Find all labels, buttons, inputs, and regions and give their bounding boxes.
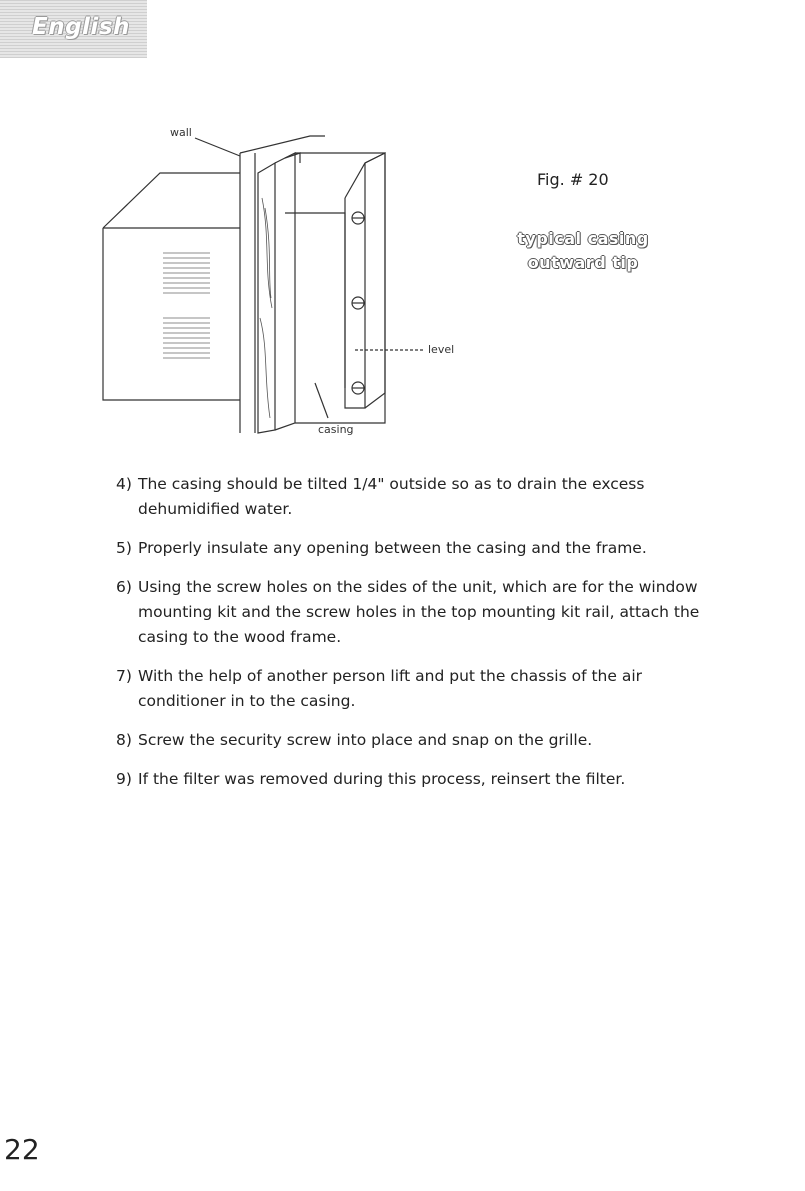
step-text: The casing should be tilted 1/4" outside so as to drain the excess dehumidified water. bbox=[138, 475, 645, 518]
casing-leader bbox=[315, 383, 328, 418]
vent-grille-lower bbox=[163, 318, 210, 358]
wood-frame-side bbox=[275, 153, 295, 430]
wall-label: wall bbox=[170, 126, 192, 139]
step-text: Using the screw holes on the sides of the unit, which are for the window mounting kit and the screw holes in the top mounting kit rail, attach the casing to the wood frame. bbox=[138, 578, 700, 646]
figure-number: Fig. # 20 bbox=[537, 170, 609, 189]
step-text: Properly insulate any opening between the casing and the frame. bbox=[138, 539, 647, 557]
step-item bbox=[116, 472, 716, 522]
language-tab-label: English bbox=[32, 14, 130, 40]
page-number: 22 bbox=[4, 1133, 40, 1166]
step-item bbox=[116, 767, 716, 792]
casing-illustration bbox=[100, 118, 480, 438]
step-item bbox=[116, 575, 716, 650]
step-number: 9) bbox=[116, 770, 132, 788]
step-number: 5) bbox=[116, 539, 132, 557]
step-item bbox=[116, 536, 716, 561]
screw-hole bbox=[352, 297, 364, 309]
wood-grain bbox=[260, 198, 272, 418]
step-text: If the filter was removed during this process, reinsert the filter. bbox=[138, 770, 626, 788]
wood-frame-front bbox=[258, 163, 275, 433]
figure-caption bbox=[508, 227, 658, 275]
caption-line: typical casing bbox=[517, 229, 649, 248]
caption-line: outward tip bbox=[527, 253, 639, 272]
step-number: 6) bbox=[116, 578, 132, 596]
screw-hole bbox=[352, 382, 364, 394]
step-number: 7) bbox=[116, 667, 132, 685]
casing-inner bbox=[285, 213, 345, 388]
wall-leader bbox=[195, 138, 240, 156]
vent-grille-upper bbox=[163, 253, 210, 293]
casing-label: casing bbox=[318, 423, 354, 436]
casing-outline bbox=[295, 153, 385, 423]
wall-top bbox=[240, 136, 325, 153]
screw-hole bbox=[352, 212, 364, 224]
step-text: Screw the security screw into place and snap on the grille. bbox=[138, 731, 593, 749]
step-text: With the help of another person lift and put the chassis of the air conditioner in to the casing. bbox=[138, 667, 643, 710]
instruction-steps bbox=[116, 472, 716, 806]
unit-outline bbox=[103, 228, 240, 400]
step-number: 4) bbox=[116, 475, 132, 493]
step-number: 8) bbox=[116, 731, 132, 749]
casing-side bbox=[365, 153, 385, 408]
step-item bbox=[116, 728, 716, 753]
language-tab bbox=[0, 0, 147, 58]
step-item bbox=[116, 664, 716, 714]
level-label: level bbox=[428, 343, 455, 356]
unit-top-edge bbox=[103, 173, 240, 228]
casing-flange bbox=[345, 163, 365, 408]
